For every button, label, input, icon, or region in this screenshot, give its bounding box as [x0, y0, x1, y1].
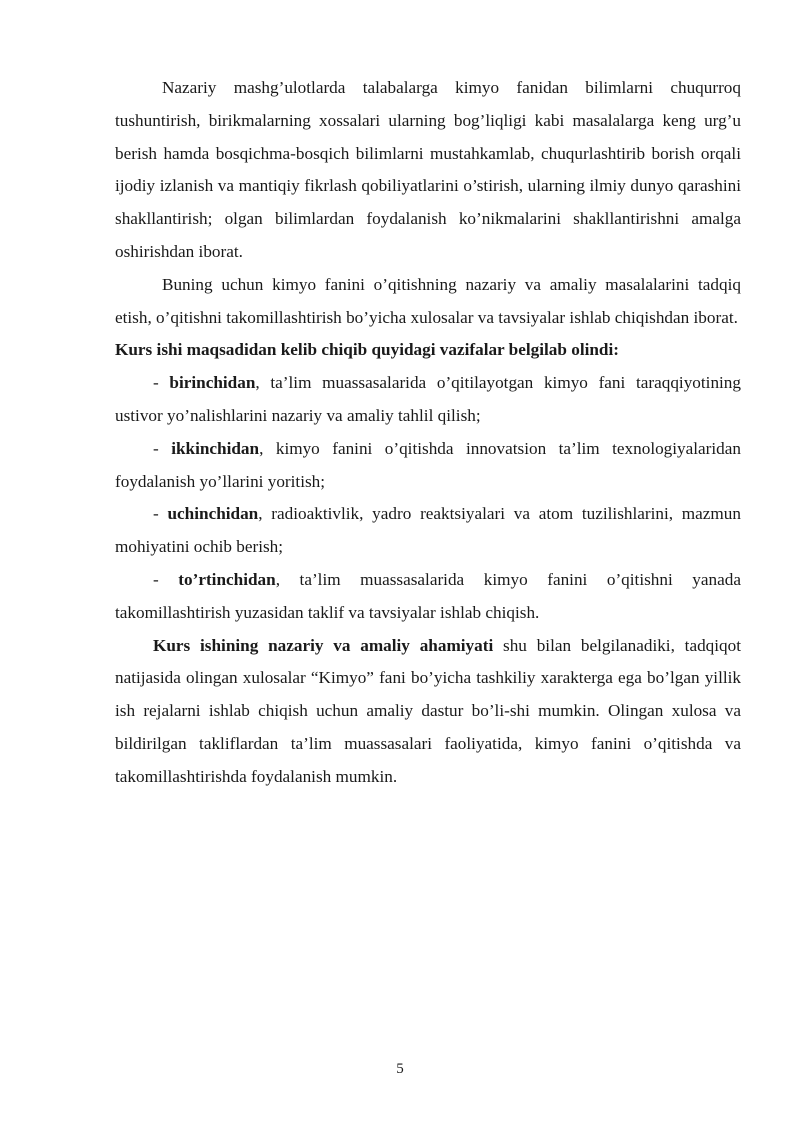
task-dash: -	[153, 373, 170, 393]
task-dash: -	[153, 569, 179, 589]
task-keyword: ikkinchidan	[171, 438, 260, 458]
task-item	[115, 367, 741, 433]
task-keyword: uchinchidan	[167, 504, 259, 524]
significance-keyword: Kurs ishining nazariy va amaliy ahamiyati	[153, 635, 494, 655]
task-dash: -	[153, 438, 172, 458]
task-item	[115, 564, 741, 630]
significance-text: shu bilan belgilanadiki, tadqiqot natijasida olingan xulosalar “Kimyo” fani bo’yicha tashkiliy xarakterga ega bo’lgan yillik ish rejalarni ishlab chiqish uchun amaliy dastur bo’li-shi mumkin. Olingan xulosa va bildirilgan takliflardan ta’lim muassasalari faoliyatida, kimyo fanini o’qitishda va takomillashtirishda foydalanish mumkin.	[115, 635, 742, 786]
task-text: , kimyo fanini o’qitishda innovatsion ta’lim texnologiyalaridan foydalanish yo’llarini yoritish;	[115, 438, 741, 491]
tasks-heading: Kurs ishi maqsadidan kelib chiqib quyidagi vazifalar belgilab olindi:	[115, 340, 619, 360]
task-item	[115, 433, 741, 499]
page-body	[115, 72, 741, 794]
paragraph-significance	[115, 630, 741, 794]
task-item	[115, 498, 741, 564]
task-text: , radioaktivlik, yadro reaktsiyalari va atom tuzilishlarini, mazmun mohiyatini ochib berish;	[115, 504, 741, 557]
page-number: 5	[396, 1061, 404, 1077]
paragraph-purpose: Buning uchun kimyo fanini o’qitishning nazariy va amaliy masalalarini tadqiq etish, o’qitishni takomillashtirish bo’yicha xulosalar va tavsiyalar ishlab chiqishdan iborat.	[115, 274, 741, 327]
task-keyword: birinchidan	[169, 373, 256, 393]
task-text: , ta’lim muassasalarida kimyo fanini o’qitishni yanada takomillashtirish yuzasidan taklif va tavsiyalar ishlab chiqish.	[115, 569, 741, 622]
paragraph-lectures: Nazariy mashg’ulotlarda talabalarga kimyo fanidan bilimlarni chuqurroq tushuntirish, birikmalarning xossalari ularning bog’liqligi kabi masalalarga keng urg’u berish hamda bosqichma-bosqich bilimlarni mustahkamlab, chuqurlashtirib borish orqali ijodiy izlanish va mantiqiy fikrlash qobiliyatlarini o’stirish, ularning ilmiy dunyo qarashini shakllantirish; olgan bilimlardan foydalanish ko’nikmalarini shakllantirishni amalga oshirishdan iborat.	[115, 78, 741, 261]
task-text: , ta’lim muassasalarida o’qitilayotgan kimyo fani taraqqiyotining ustivor yo’nalishlarini nazariy va amaliy tahlil qilish;	[115, 373, 741, 425]
task-dash: -	[153, 504, 168, 524]
task-keyword: to’rtinchidan	[178, 569, 276, 589]
